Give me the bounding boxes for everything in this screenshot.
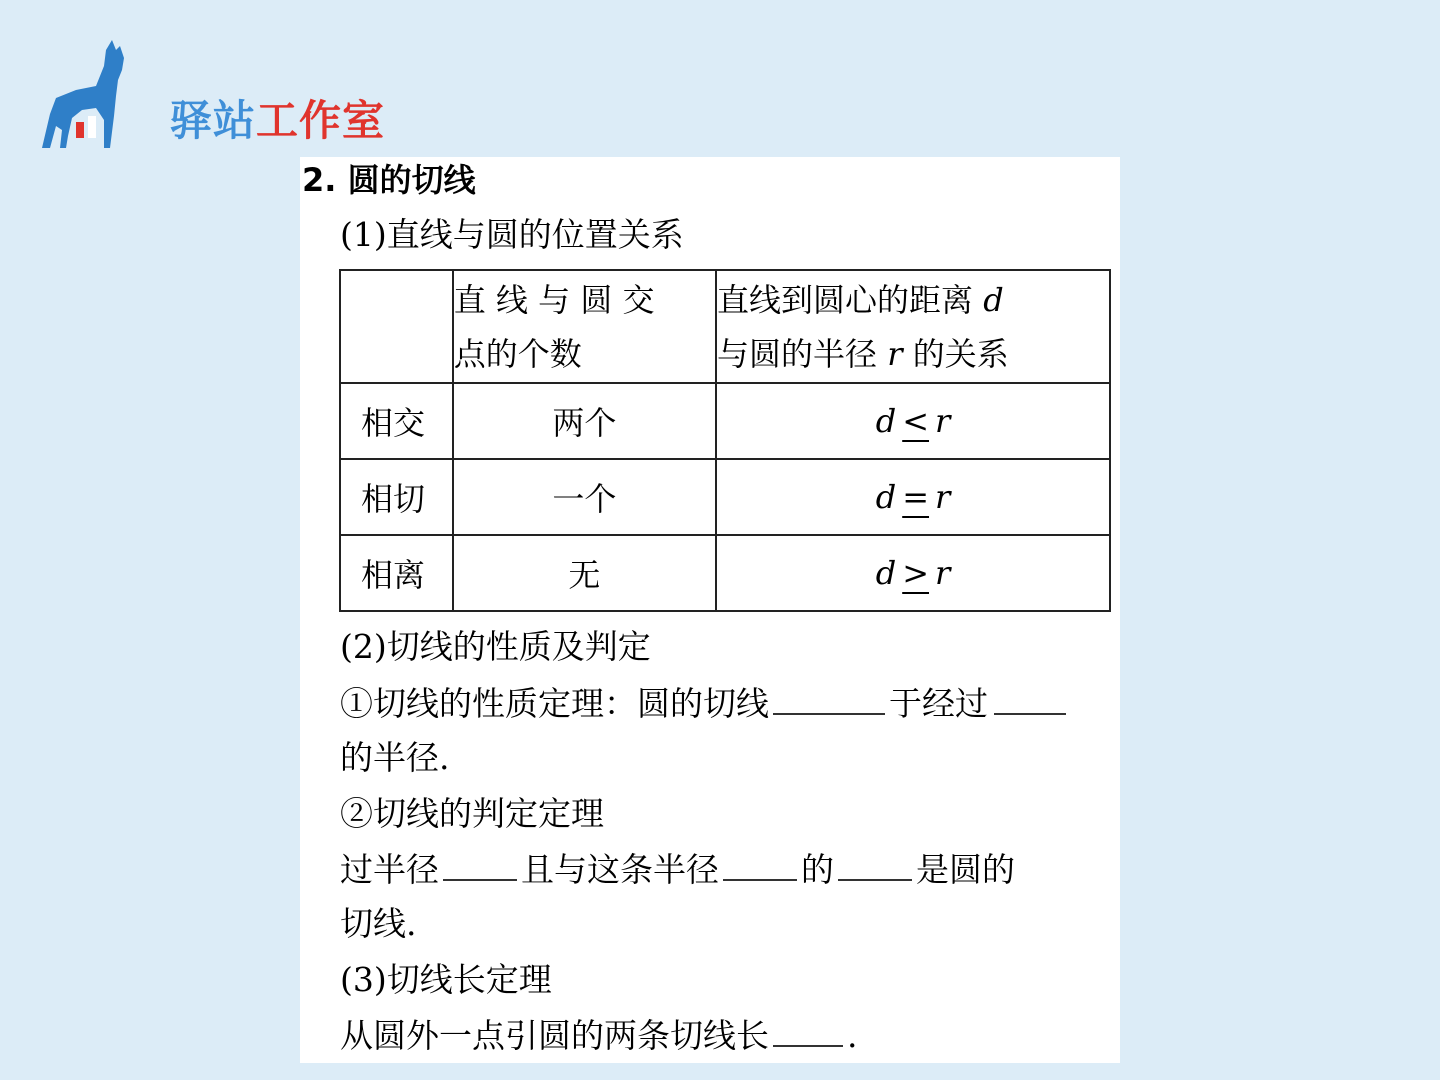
row-count: 无 bbox=[453, 535, 716, 611]
row-label: 相离 bbox=[340, 535, 453, 611]
table-header-count: 直 线 与 圆 交 点的个数 bbox=[453, 270, 716, 383]
row-relation: d > r bbox=[716, 535, 1110, 611]
tangent-length-theorem: 从圆外一点引圆的两条切线长 . bbox=[340, 1016, 858, 1055]
answer-blank[interactable] bbox=[773, 683, 885, 715]
answer-blank[interactable] bbox=[838, 849, 912, 881]
subsection-3-title: (3)切线长定理 bbox=[340, 960, 552, 999]
table-row bbox=[340, 535, 1110, 611]
position-relation-table bbox=[339, 269, 1111, 612]
judgement-theorem-line-1: 过半径 且与这条半径 的 是圆的 bbox=[340, 850, 1015, 889]
section-title: 2. 圆的切线 bbox=[302, 161, 476, 199]
property-theorem-line-1: ①切线的性质定理：圆的切线 于经过 bbox=[340, 683, 1066, 724]
row-relation: d = r bbox=[716, 459, 1110, 535]
judgement-theorem-title: ②切线的判定定理 bbox=[340, 794, 604, 833]
answer-blank[interactable] bbox=[443, 849, 517, 881]
answer-blank[interactable] bbox=[723, 849, 797, 881]
answer-blank[interactable] bbox=[994, 683, 1066, 715]
logo-wordmark: 驿站工作室 bbox=[170, 96, 386, 145]
row-count: 两个 bbox=[453, 383, 716, 459]
row-label: 相切 bbox=[340, 459, 453, 535]
subsection-2-title: (2)切线的性质及判定 bbox=[340, 627, 651, 666]
judgement-theorem-line-2: 切线. bbox=[340, 904, 417, 943]
answer-blank[interactable] bbox=[773, 1015, 843, 1047]
table-header-row bbox=[340, 270, 1110, 383]
table-header-distance: 直线到圆心的距离 d 与圆的半径 r 的关系 bbox=[716, 270, 1110, 383]
row-relation: d < r bbox=[716, 383, 1110, 459]
studio-logo bbox=[36, 36, 386, 152]
row-label: 相交 bbox=[340, 383, 453, 459]
dog-logo-icon bbox=[36, 36, 136, 152]
table-row bbox=[340, 383, 1110, 459]
subsection-1-title: (1)直线与圆的位置关系 bbox=[340, 215, 684, 254]
table-row bbox=[340, 459, 1110, 535]
property-theorem-line-2: 的半径. bbox=[340, 738, 450, 777]
table-header-empty bbox=[340, 270, 453, 383]
row-count: 一个 bbox=[453, 459, 716, 535]
